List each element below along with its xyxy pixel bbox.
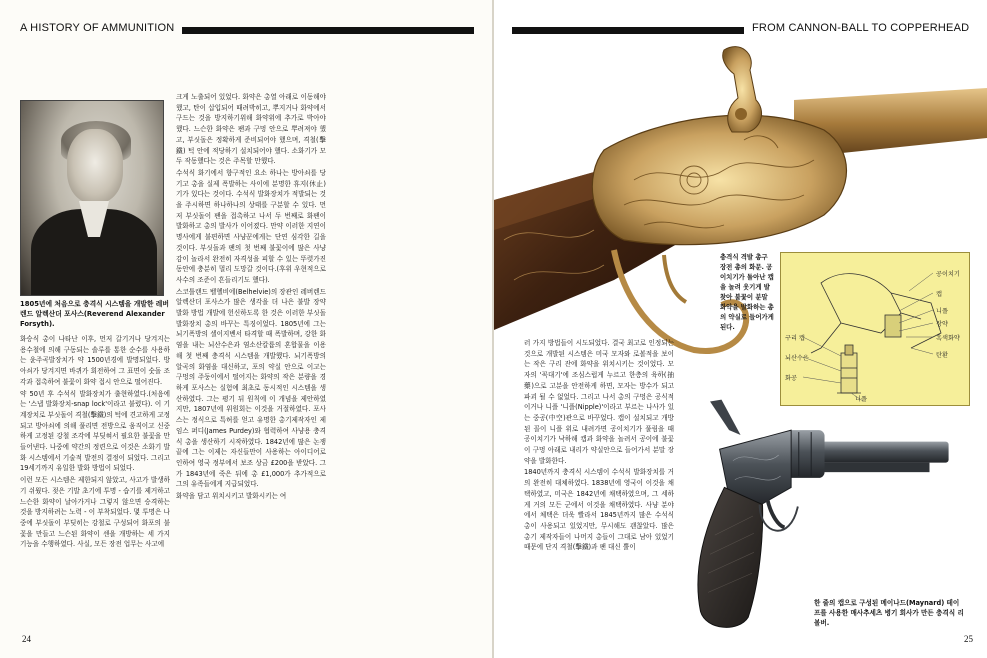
left-column-1 [20, 334, 170, 630]
paragraph: 화승식 총이 나타난 이후, 먼저 갈기거나 당겨지는 용수철에 의해 구동되는 솔루를 통한 순수를 사용하는 윤주곡발장치가 약 1500년경에 발명되었다. 방아쇠가 당겨지면 바퀴가 회전하여 그 표면이 숫돌 조각과 접촉하여 불꽃이 화약 접시 안으로 떨어진다. [20, 335, 170, 386]
paragraph: 1840년까지 충격식 시스템이 수석식 발화장치를 거의 완전히 대체하였다. 1838년에 영국이 이것을 채택하였고, 미국은 1842년에 채택하였으며, 그 세하게 거의 모든 군에서 이것을 채택하였다. 사냥 분야에서 체택은 더욱 빨라서 1845년까지 많은 수석식 총이 사용되고 있었지만, 무시해도 괜찮았다. 많은 총기 제작자들이 나머지 총들이 그대로 남아 있었기 때문에 단지 격철(擊鐵)과 팬 대신 뿔이 [524, 468, 674, 552]
paragraph: 수석식 화기에서 향구적인 요소 하나는 방아쇠를 당기고 총을 실제 폭발하는 사이에 분명한 휴지(休止)기가 있다는 것이다. 수석식 발화장치가 적발되는 것을 주시하면 하나하나의 상태를 구분할 수 있다. 먼저 부싯돌이 팬을 접촉하고 나서 두 번째로 화팬이 발화하고 총의 발사가 이어졌다. 만약 이러한 지연이 명사에게 불편하면 사냥꾼에게는 단연 심각한 길을 것이다. 부싯돌과 팬의 첫 번째 불꽃이에 많은 사냥감이 놀라서 완전히 자격성을 피할 수 있는 뚜렷가진 동안에 충분히 멀리 도망갈 것이다.(후위 우현적으로 사수의 조준이 흔들리기도 했다). [176, 168, 326, 284]
label-gunpowder: 흑색화약 [936, 335, 960, 342]
lock-caption: 충격식 격발 총구 장전 총의 화문. 공이치기가 돌아난 캡을 놀려 웃기게 발찾아 불꽃이 분말 화약을 발화하는 총의 약실로 들어가게 된다. [720, 253, 774, 331]
paragraph: 화약을 담고 위치시키고 발화시키는 여 [176, 492, 287, 501]
paragraph: 러 가지 방법들이 시도되었다. 결국 최고로 인정되는 것으로 개발된 시스템은 미국 모자와 로볼적을 보이는 작은 구리 잔에 화약을 위치시키는 것이었다. 모자의 '꼭대기'에 조심스럽게 누르고 한층의 육하(抽藥)으로 고분을 안전하게 하면, 모자는 방수가 되고 파괴 될 수 없었다. 그리고 나서 총의 구멍은 공식적이거나 니플 '니플(Nipple)'이라고 부르는 나사가 있는 중공(中空)관으로 바꾸었다. 캡이 설치되고 개방된 꼴이 니플 위로 내려가면 공이치기가 풀림을 때 공이치기가 낙하해 캡과 화약을 놀려서 공이에 불꽃이 구멍 아래로 내리가 약실안으로 들어가서 분말 장약을 발화한다. [524, 339, 674, 465]
page-number-left: 24 [22, 634, 31, 644]
label-fulminate: 뇌산수은 [785, 355, 809, 362]
label-charge: 장약 [936, 321, 948, 328]
label-bullet: 탄환 [936, 352, 948, 359]
right-page [494, 0, 987, 658]
label-nipple: 니플 [936, 308, 948, 315]
page-number-right: 25 [964, 634, 973, 644]
paragraph: 스코틀랜드 벨헬비에(Belhelvie)의 장관인 레버렌드 알렉산더 포사스가 많은 생각을 더 나은 불발 장약 발화 방법 개발에 헌신하도록 한 것은 이러한 부싯돌 발화장치 총의 바꾸는 특징이었다. 1805년에 그는 뇌기폭방의 셀이지벤서 타격할 때 폭발하며, 강한 화염을 내는 뇌산수은과 염소산칼륨의 혼합물을 이용해 첫 번째 충격식 시스템을 개발했다. 뇌기폭방의 알곡의 화염을 대신하고, 포의 약실 안으로 이고는 구멍의 주둥이에서 떨어지는 화약의 작은 분량을 경하게 포사스는 실험에 최초로 동시적인 시스템을 생산하였다. 그는 평기 뒤 원칙에 이 개념을 제안하였지만, 1807년에 위원회는 이것을 거절하였다. 포사스는 정식으로 특허를 얻고 유명한 총기제작자인 제임스 퍼디(James Purdey)와 협력하여 사냥용 충격식 총을 생산하기 시작하였다. 1842년에 많은 논쟁 끝에 그는 이제는 자신들만이 사용하는 아이디어로 인하여 영국 정부에서 보조 상금 £200을 받았다. 그가 1843년에 죽은 뒤에 총 £1,000가 추가적으로 그의 유족들에게 지급되었다. [176, 287, 326, 489]
label-nipple-bottom: 니플 [855, 396, 867, 403]
revolver-caption: 한 줄의 캡으로 구성된 메이나드(Maynard) 테이프를 사용한 매사추세츠 병기 회사가 만든 충격식 리볼버. [814, 599, 964, 627]
right-column-text [524, 338, 674, 630]
header-rule-left [182, 27, 474, 34]
left-column-2 [176, 92, 326, 630]
portrait-forsyth [20, 100, 164, 296]
label-copper-cap: 구리 캡 [785, 335, 805, 342]
paragraph: 이런 모든 시스템은 제한되지 않았고, 사고가 발생하기 쉬웠다. 젖은 기발 초기에 투명 - 습기를 제거하고 느슨한 화약이 날아가거나 그렇지 않으면 승격하는 것을 방지하려는 노력 - 이 부착되었다. 몇 투명은 나중에 부싯돌이 부딪히는 강철로 구성되어 화포의 불꽃을 만들고 느슨된 화약이 센을 개방하는 세 가지 기능을 수행하였다. 사실, 모든 장전 업무는 사고에 [20, 476, 170, 549]
label-fire: 화공 [785, 375, 797, 382]
paragraph: 약 50년 후 수석식 발화장치가 출현하였다.(처음에는 '스냅 발화장치-snap lock'이라고 불렸다). 이 기계장치로 부싯돌이 격철(擊鐵)의 턱에 견고하게 고정되고 방아쇠에 의해 풀리면 전방으로 움직이고 신중하게 고정된 강철 조각에 부딪혀서 필요한 불꽃을 만들어낸다. 나중에 약간의 정련으로 이것은 소화기 발화 시스템에서 기술적 발전의 결정이 되었다. 그리고 19세기까지 유일한 발화 방법이 되었다. [20, 389, 170, 473]
portrait-caption: 1805년에 처음으로 충격식 시스템을 개발한 레버렌드 알렉산더 포사스(Reverend Alexander Forsyth). [20, 300, 169, 329]
label-cap: 캡 [936, 291, 942, 298]
running-head-right: FROM CANNON-BALL TO COPPERHEAD [752, 22, 970, 34]
label-hammer: 공이치기 [936, 271, 960, 278]
running-head-left: A HISTORY OF AMMUNITION [20, 22, 175, 34]
percussion-cap-diagram [780, 252, 970, 406]
paragraph: 크게 노출되어 있었다. 화약은 총열 아래로 이동해야 했고, 탄이 삽입되어 때려박히고, 뿌지거나 화약에서 구드는 것을 방지하기위해 화약위에 추가로 박아야 했다. 느슨한 화약은 팬과 구멍 안으로 뿌려져야 했고, 부싯돌은 정확하게 준비되어야 했으며, 격철(擊鐵) 턱 안에 적당하기 설치되어야 했다. 소화기가 모두 작동했다는 것은 주목할 만했다. [176, 93, 326, 166]
header-rule-right [512, 27, 744, 34]
left-page [0, 0, 492, 658]
